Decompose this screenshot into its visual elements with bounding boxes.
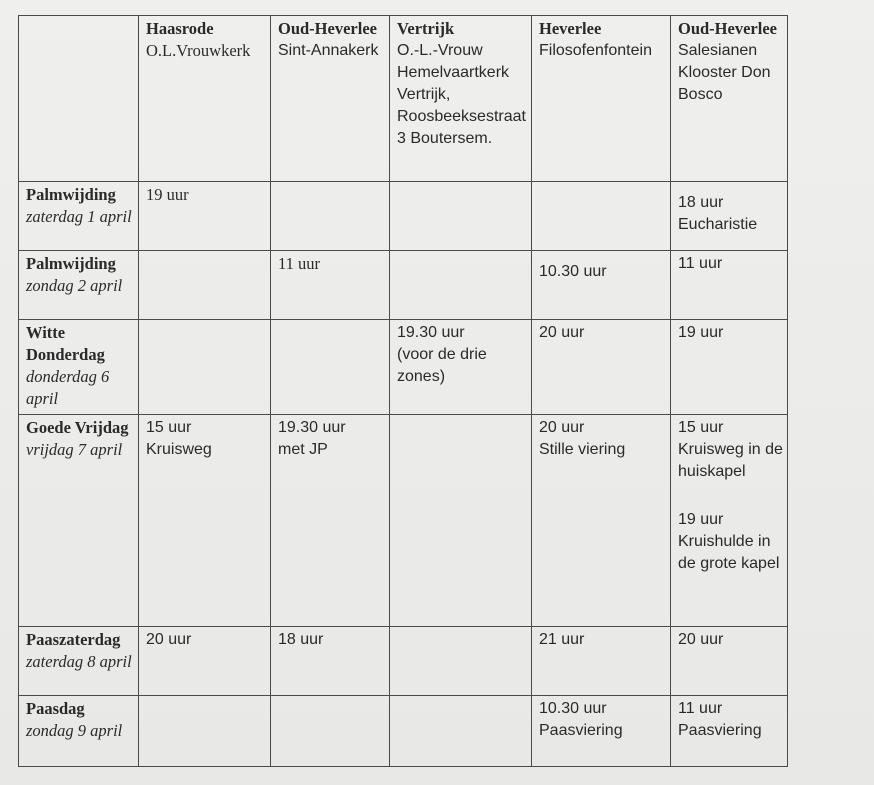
table-row [19, 251, 788, 320]
service-text: met JP [278, 441, 328, 458]
time-text: 15 uur [678, 419, 724, 436]
header-cell-don-bosco [671, 16, 788, 182]
time-text: 19 uur [678, 511, 724, 528]
time-text: 20 uur [146, 631, 192, 648]
time-cell [532, 415, 671, 627]
church-name: Filosofenfontein [539, 42, 652, 59]
time-cell [532, 696, 671, 767]
time-cell [532, 182, 671, 251]
time-text: 19.30 uur [397, 324, 465, 341]
table-row [19, 320, 788, 415]
time-text: 20 uur [539, 324, 585, 341]
time-cell [532, 320, 671, 415]
time-cell [390, 627, 532, 696]
time-cell [271, 320, 390, 415]
time-text: 19.30 uur [278, 419, 346, 436]
day-date: donderdag 6 april [26, 367, 110, 408]
time-cell [390, 320, 532, 415]
day-cell [19, 696, 139, 767]
time-text: 11 uur [678, 255, 723, 272]
header-row [19, 16, 788, 182]
time-text: 11 uur [278, 254, 321, 273]
time-text: 18 uur [678, 194, 724, 211]
time-text: 10.30 uur [539, 263, 607, 280]
header-cell-heverlee [532, 16, 671, 182]
church-name: Sint-Annakerk [278, 42, 379, 59]
day-date: vrijdag 7 april [26, 440, 123, 459]
day-date: zaterdag 8 april [26, 652, 132, 671]
table-row [19, 696, 788, 767]
service-text: Kruisweg in de huiskapel [678, 441, 783, 480]
day-cell [19, 182, 139, 251]
time-text: 21 uur [539, 631, 585, 648]
time-text: 11 uur [678, 700, 723, 717]
service-text: Eucharistie [678, 216, 758, 233]
time-text: 19 uur [678, 324, 724, 341]
time-cell [532, 627, 671, 696]
time-cell [671, 182, 788, 251]
service-text: Stille viering [539, 441, 626, 458]
header-cell-vertrijk [390, 16, 532, 182]
time-cell [271, 182, 390, 251]
day-name: Witte Donderdag [26, 323, 105, 364]
location-name: Oud-Heverlee [278, 19, 377, 38]
time-cell [390, 696, 532, 767]
day-date: zaterdag 1 april [26, 207, 132, 226]
time-cell [139, 320, 271, 415]
church-name: O.L.Vrouwkerk [146, 41, 251, 60]
time-text: 20 uur [539, 419, 585, 436]
time-cell [390, 251, 532, 320]
time-cell [390, 182, 532, 251]
time-text: 20 uur [678, 631, 724, 648]
table-row [19, 415, 788, 627]
day-date: zondag 9 april [26, 721, 123, 740]
header-cell-empty [19, 16, 139, 182]
day-cell [19, 627, 139, 696]
time-cell [271, 627, 390, 696]
service-text: Kruishulde in de grote kapel [678, 533, 780, 572]
easter-schedule-table [18, 15, 788, 767]
time-cell [671, 627, 788, 696]
time-cell [390, 415, 532, 627]
location-name: Heverlee [539, 19, 602, 38]
church-name: O.-L.-Vrouw Hemelvaartkerk Vertrijk, Roosbeeksestraat 3 Boutersem. [397, 42, 526, 147]
day-cell [19, 320, 139, 415]
table-row [19, 182, 788, 251]
time-cell [532, 251, 671, 320]
table-row [19, 627, 788, 696]
time-text: 15 uur [146, 419, 192, 436]
time-cell [671, 251, 788, 320]
day-name: Palmwijding [26, 254, 116, 273]
time-cell [671, 320, 788, 415]
time-cell [139, 251, 271, 320]
time-cell [139, 696, 271, 767]
header-cell-oud-heverlee [271, 16, 390, 182]
time-cell [271, 251, 390, 320]
day-name: Paaszaterdag [26, 630, 121, 649]
time-cell [139, 627, 271, 696]
time-text: 10.30 uur [539, 700, 607, 717]
service-text: (voor de drie zones) [397, 346, 487, 385]
time-cell [271, 696, 390, 767]
day-cell [19, 415, 139, 627]
time-cell [139, 182, 271, 251]
time-text: 19 uur [146, 185, 189, 204]
header-cell-haasrode [139, 16, 271, 182]
location-name: Vertrijk [397, 19, 455, 38]
location-name: Oud-Heverlee [678, 19, 777, 38]
service-text: Paasviering [539, 722, 623, 739]
day-name: Goede Vrijdag [26, 418, 129, 437]
day-cell [19, 251, 139, 320]
service-text: Kruisweg [146, 441, 212, 458]
time-cell [671, 415, 788, 627]
day-name: Paasdag [26, 699, 85, 718]
day-name: Palmwijding [26, 185, 116, 204]
time-text: 18 uur [278, 631, 324, 648]
service-text: Paasviering [678, 722, 762, 739]
location-name: Haasrode [146, 19, 214, 38]
time-cell [139, 415, 271, 627]
time-cell [271, 415, 390, 627]
day-date: zondag 2 april [26, 276, 123, 295]
spacer [678, 483, 783, 509]
church-name: Salesianen Klooster Don Bosco [678, 42, 771, 103]
time-cell [671, 696, 788, 767]
